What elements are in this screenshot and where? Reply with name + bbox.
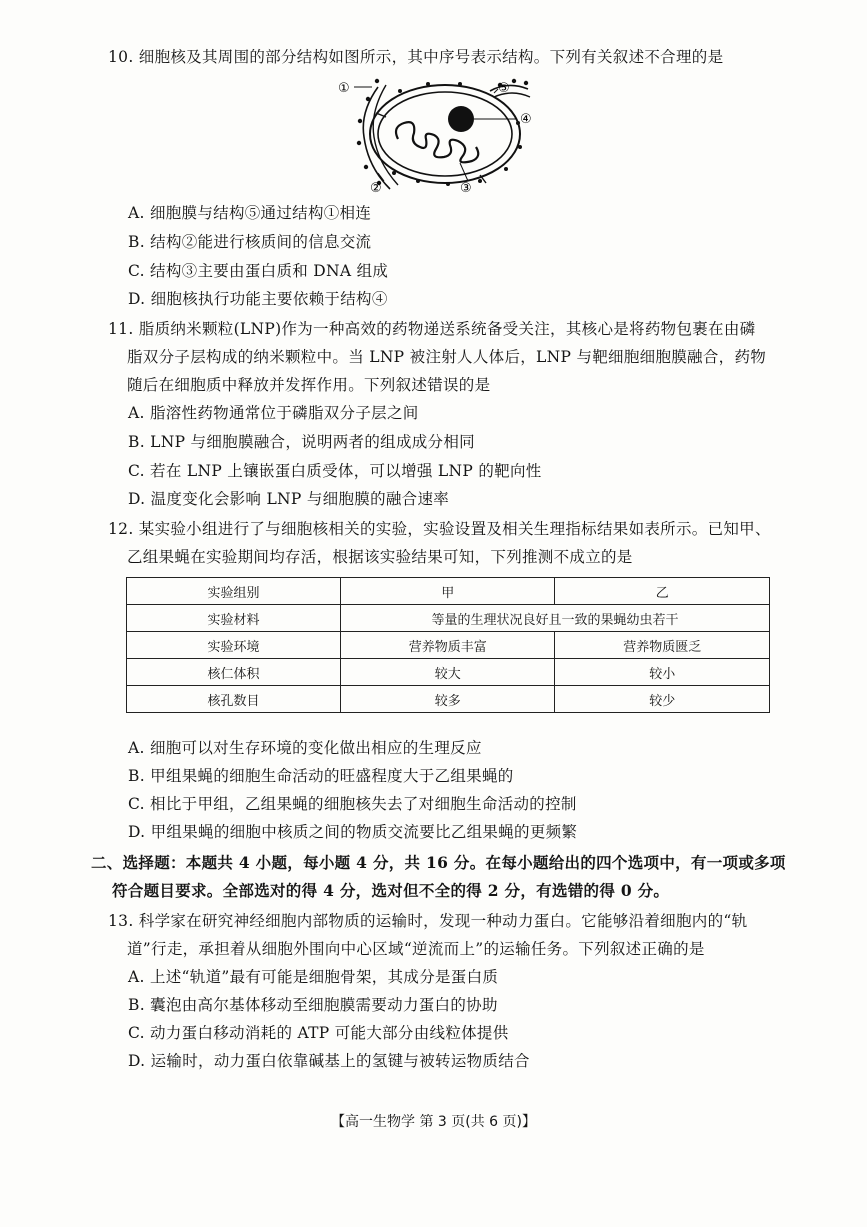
label-4: ④: [520, 112, 532, 127]
q12-stem-line2: 乙组果蝇在实验期间均存活，根据该实验结果可知，下列推测不成立的是: [127, 548, 633, 566]
q11-option-a: A. 脂溶性药物通常位于磷脂双分子层之间: [128, 404, 419, 422]
table-row: [127, 632, 770, 659]
section2-heading-line1: 二、选择题：本题共 4 小题，每小题 4 分，共 16 分。在每小题给出的四个选项中，有一项或多项: [91, 853, 786, 872]
q11-option-d: D. 温度变化会影响 LNP 与细胞膜的融合速率: [128, 490, 450, 508]
table-cell: 营养物质丰富: [341, 632, 555, 659]
table-cell: 较大: [341, 659, 555, 686]
q13-option-b: B. 囊泡由高尔基体移动至细胞膜需要动力蛋白的协助: [128, 996, 498, 1014]
table-row: [127, 659, 770, 686]
table-row: [127, 605, 770, 632]
q12-option-b: B. 甲组果蝇的细胞生命活动的旺盛程度大于乙组果蝇的: [128, 767, 514, 785]
q11-option-b: B. LNP 与细胞膜融合，说明两者的组成成分相同: [128, 433, 475, 451]
er-membrane: [363, 87, 390, 189]
table-cell: 乙: [555, 578, 770, 605]
nucleus-diagram: [330, 77, 550, 195]
nucleolus: [448, 106, 474, 132]
q13-stem-line1: 13. 科学家在研究神经细胞内部物质的运输时，发现一种动力蛋白。它能够沿着细胞内的“轨: [108, 912, 748, 930]
table-cell: 甲: [341, 578, 555, 605]
q11-stem-line3: 随后在细胞质中释放并发挥作用。下列叙述错误的是: [127, 376, 491, 394]
table-cell: 实验材料: [127, 605, 341, 632]
q13-option-c: C. 动力蛋白移动消耗的 ATP 可能大部分由线粒体提供: [128, 1024, 509, 1042]
q10-option-c: C. 结构③主要由蛋白质和 DNA 组成: [128, 262, 389, 280]
q10-option-a: A. 细胞膜与结构⑤通过结构①相连: [128, 204, 372, 222]
table-cell: 较多: [341, 686, 555, 713]
label-5: ⑤: [498, 81, 510, 96]
q11-stem-line2: 脂双分子层构成的纳米颗粒中。当 LNP 被注射人人体后，LNP 与靶细胞细胞膜融合，药物: [127, 348, 767, 366]
q13-stem-line2: 道”行走，承担着从细胞外围向中心区域“逆流而上”的运输任务。下列叙述正确的是: [127, 940, 705, 958]
table-row: [127, 686, 770, 713]
q13-option-a: A. 上述“轨道”最有可能是细胞骨架，其成分是蛋白质: [128, 968, 499, 986]
table-cell: 较少: [555, 686, 770, 713]
label-2: ②: [370, 181, 382, 195]
page-footer: 【高一生物学 第 3 页(共 6 页)】: [331, 1114, 536, 1130]
q12-option-c: C. 相比于甲组，乙组果蝇的细胞核失去了对细胞生命活动的控制: [128, 795, 577, 813]
label-1: ①: [338, 81, 350, 96]
nuclear-envelope-inner: [378, 92, 512, 176]
table-cell: 核仁体积: [127, 659, 341, 686]
q11-stem-line1: 11. 脂质纳米颗粒(LNP)作为一种高效的药物递送系统备受关注，其核心是将药物包裹在由磷: [108, 320, 756, 338]
table-cell: 实验组别: [127, 578, 341, 605]
nuclear-envelope-outer: [370, 85, 520, 183]
table-cell: 营养物质匮乏: [555, 632, 770, 659]
q12-stem-line1: 12. 某实验小组进行了与细胞核相关的实验，实验设置及相关生理指标结果如表所示。已知甲、: [108, 520, 771, 538]
q12-option-a: A. 细胞可以对生存环境的变化做出相应的生理反应: [128, 739, 482, 757]
q12-option-d: D. 甲组果蝇的细胞中核质之间的物质交流要比乙组果蝇的更频繁: [128, 823, 578, 841]
table-cell: 核孔数目: [127, 686, 341, 713]
section2-heading-line2: 符合题目要求。全部选对的得 4 分，选对但不全的得 2 分，有选错的得 0 分。: [112, 881, 670, 900]
q10-option-b: B. 结构②能进行核质间的信息交流: [128, 233, 372, 251]
table-cell: 等量的生理状况良好且一致的果蝇幼虫若干: [341, 605, 770, 632]
table-row: [127, 578, 770, 605]
q13-option-d: D. 运输时，动力蛋白依靠碱基上的氢键与被转运物质结合: [128, 1052, 530, 1070]
q10-stem: 10. 细胞核及其周围的部分结构如图所示，其中序号表示结构。下列有关叙述不合理的是: [108, 48, 724, 66]
q11-option-c: C. 若在 LNP 上镶嵌蛋白质受体，可以增强 LNP 的靶向性: [128, 462, 542, 480]
q10-option-d: D. 细胞核执行功能主要依赖于结构④: [128, 290, 388, 308]
label-3: ③: [460, 181, 472, 195]
table-cell: 较小: [555, 659, 770, 686]
experiment-table: [126, 577, 770, 713]
table-cell: 实验环境: [127, 632, 341, 659]
